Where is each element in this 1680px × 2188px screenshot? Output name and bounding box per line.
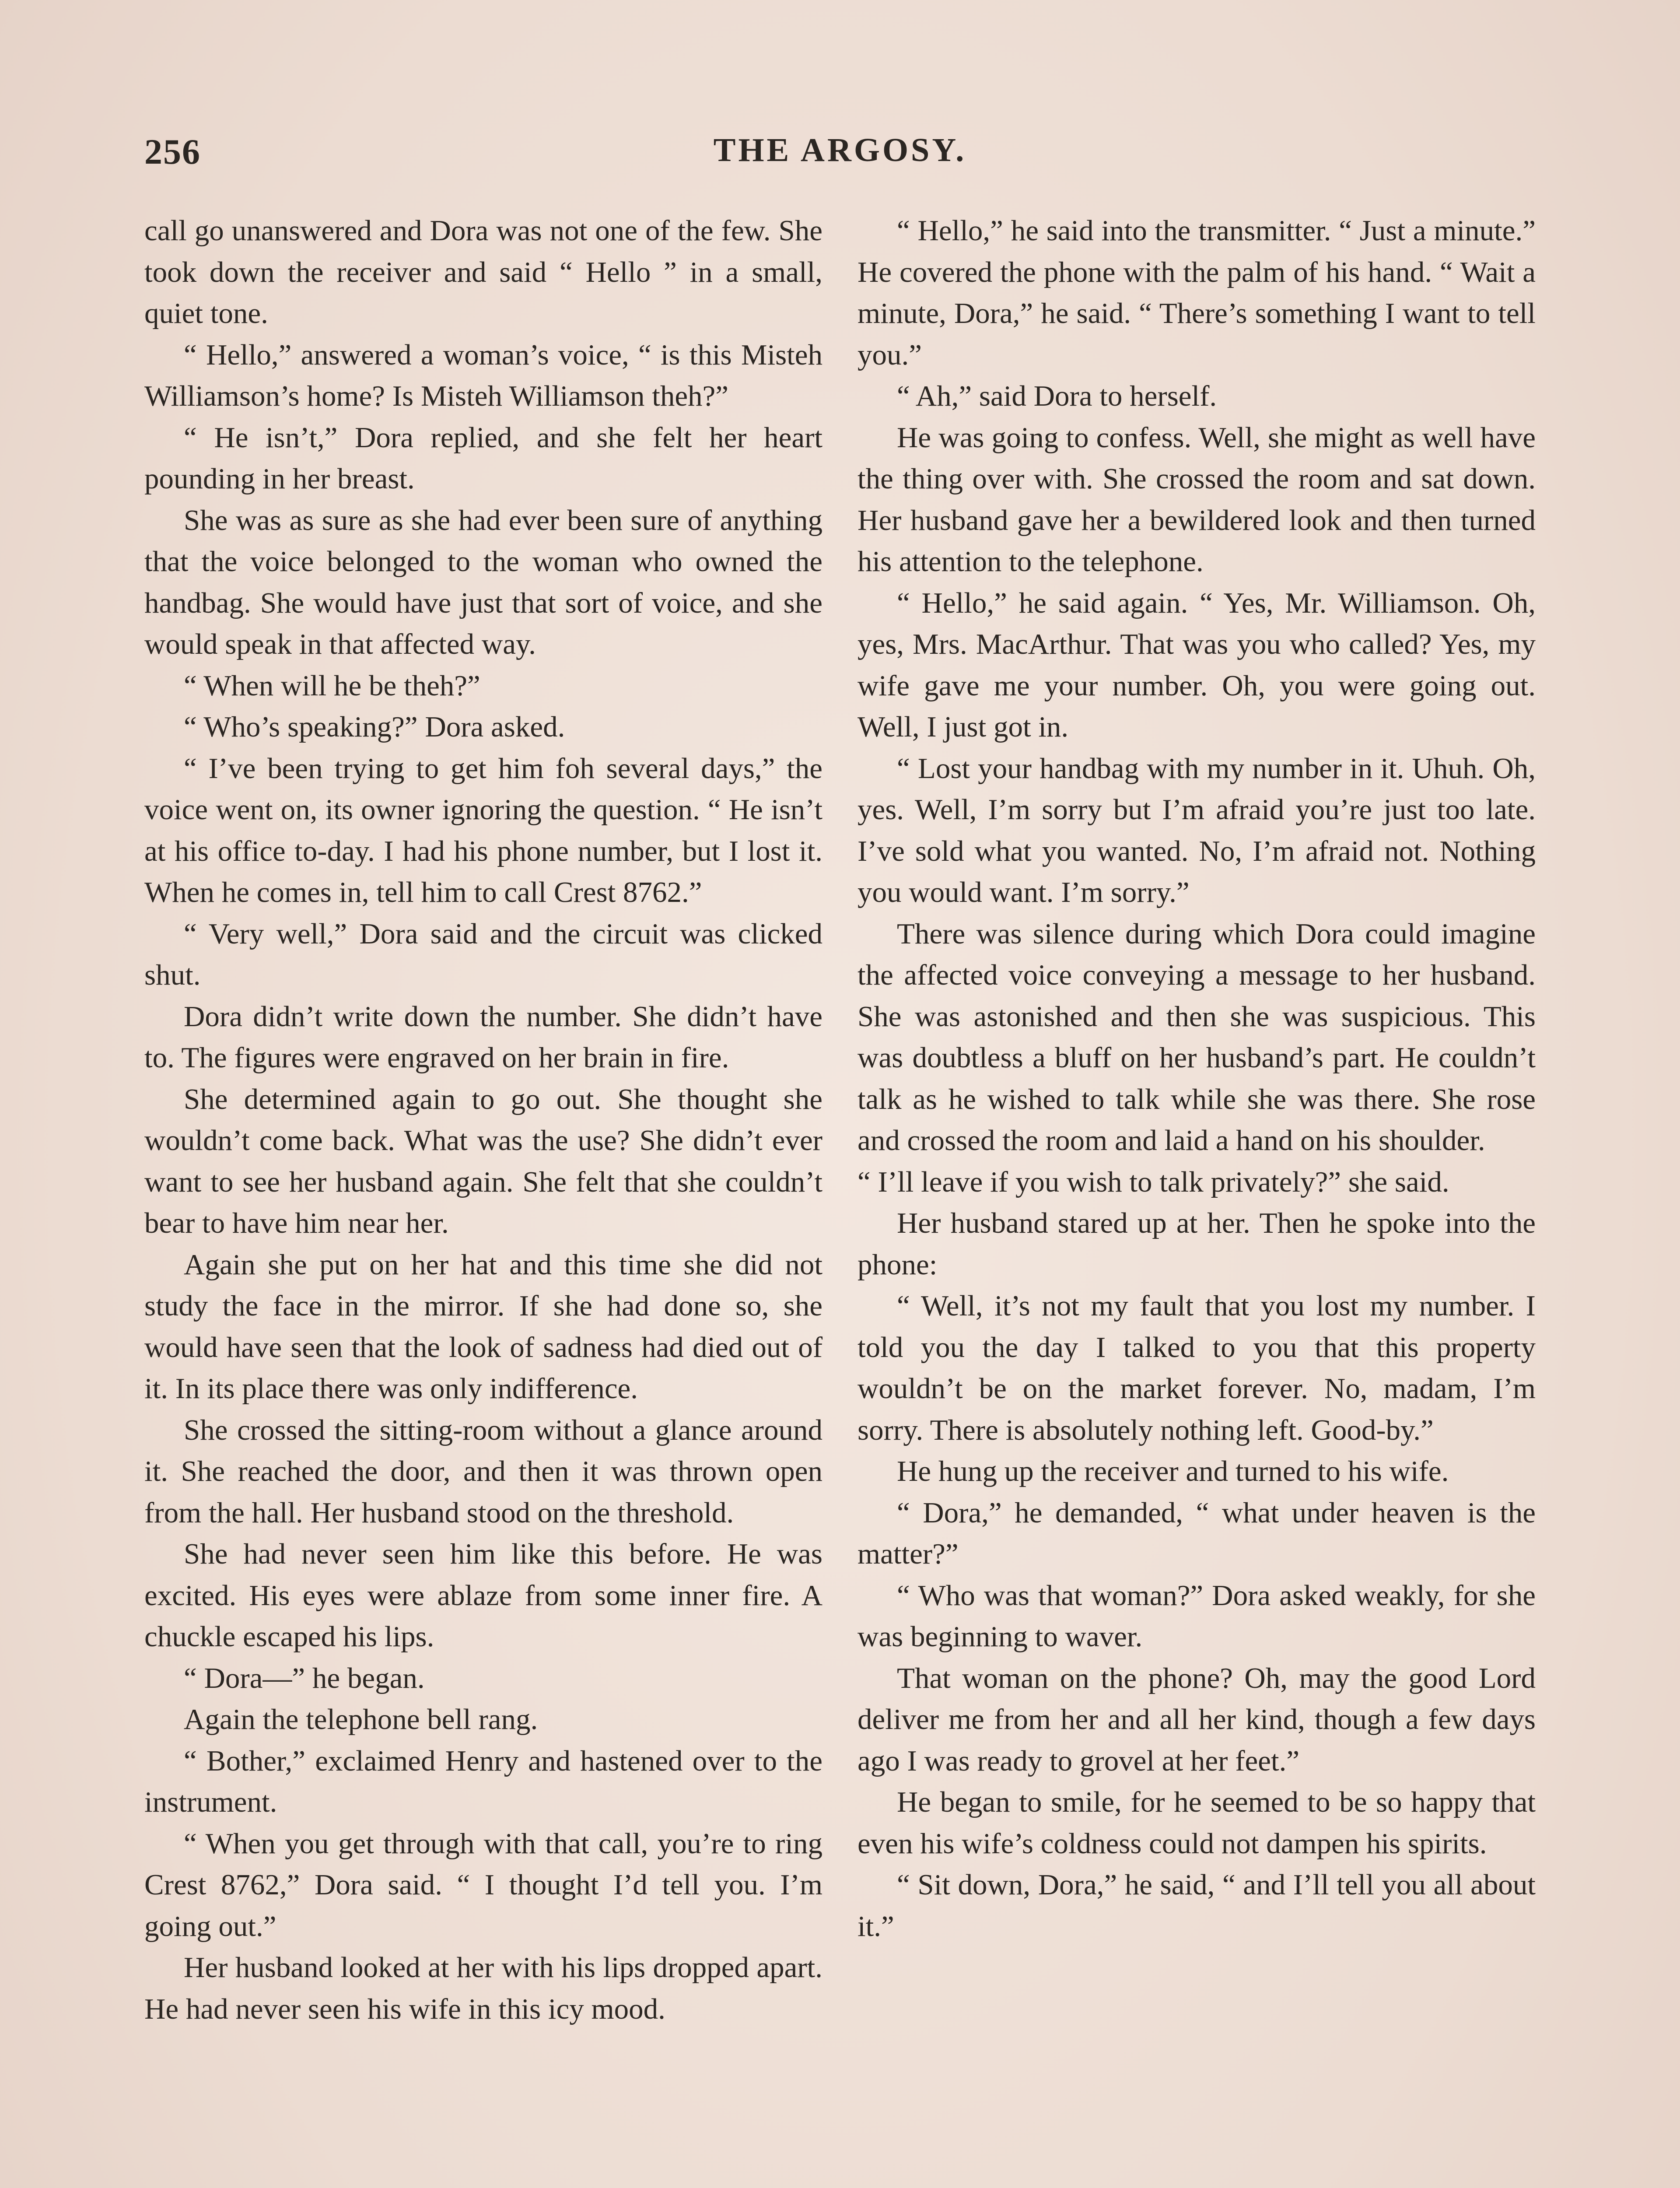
paragraph: “ Hello,” he said again. “ Yes, Mr. Williamson. Oh, yes, Mrs. MacArthur. That was you who called? Yes, my wife gave me your number. Oh, you were going out. Well, I just got in. bbox=[858, 586, 1536, 743]
paragraph: She crossed the sitting-room without a glance around it. She reached the door, and then it was thrown open from the hall. Her husband stood on the threshold. bbox=[144, 1413, 822, 1529]
paragraph: “ I’ll leave if you wish to talk privately?” she said. bbox=[858, 1165, 1449, 1198]
left-column bbox=[144, 210, 822, 2030]
paragraph: “ He isn’t,” Dora replied, and she felt her heart pounding in her breast. bbox=[144, 421, 822, 495]
paragraph: She was as sure as she had ever been sure of anything that the voice belonged to the woman who owned the handbag. She would have just that sort of voice, and she would speak in that affected way. bbox=[144, 504, 822, 660]
paragraph: There was silence during which Dora could imagine the affected voice conveying a message to her husband. She was astonished and then she was suspicious. This was doubtless a bluff on her husband’s part. He couldn’t talk as he wished to talk while she was there. She rose and crossed the room and laid a hand on his shoulder. bbox=[858, 917, 1536, 1157]
paragraph: “ Who’s speaking?” Dora asked. bbox=[184, 711, 565, 743]
paragraph: “ Well, it’s not my fault that you lost my number. I told you the day I talked to you that this property wouldn’t be on the market forever. No, madam, I’m sorry. There is absolutely nothing left. Good-by.” bbox=[858, 1290, 1536, 1446]
paragraph: He began to smile, for he seemed to be so happy that even his wife’s coldness could not dampen his spirits. bbox=[858, 1786, 1536, 1860]
paragraph: He was going to confess. Well, she might as well have the thing over with. She crossed the room and sat down. Her husband gave her a bewildered look and then turned his attention to the telephone. bbox=[858, 421, 1536, 578]
page-number: 256 bbox=[144, 132, 201, 172]
paragraph: She determined again to go out. She thought she wouldn’t come back. What was the use? She didn’t ever want to see her husband again. She felt that she couldn’t bear to have him near her. bbox=[144, 1083, 822, 1239]
paragraph: “ Lost your handbag with my number in it. Uhuh. Oh, yes. Well, I’m sorry but I’m afraid you’re just too late. I’ve sold what you wanted. No, I’m afraid not. Nothing you would want. I’m sorry.” bbox=[858, 752, 1536, 908]
paragraph: He hung up the receiver and turned to his wife. bbox=[897, 1455, 1449, 1487]
paragraph: Her husband stared up at her. Then he spoke into the phone: bbox=[858, 1207, 1536, 1281]
paragraph: Again the telephone bell rang. bbox=[184, 1703, 538, 1736]
paragraph: “ Ah,” said Dora to herself. bbox=[897, 380, 1217, 412]
paragraph: call go unanswered and Dora was not one of the few. She took down the receiver and said “ Hello ” in a small, quiet tone. bbox=[144, 214, 822, 330]
paragraph: “ Hello,” answered a woman’s voice, “ is this Misteh Williamson’s home? Is Misteh Williamson theh?” bbox=[144, 338, 822, 412]
paragraph: “ Hello,” he said into the transmitter. “ Just a minute.” He covered the phone with the palm of his hand. “ Wait a minute, Dora,” he said. “ There’s something I want to tell you.” bbox=[858, 214, 1536, 371]
page-header bbox=[144, 131, 1536, 188]
paragraph: Dora didn’t write down the number. She didn’t have to. The figures were engraved on her brain in fire. bbox=[144, 1000, 822, 1074]
paragraph: “ Dora—” he began. bbox=[184, 1662, 425, 1694]
paragraph: “ Dora,” he demanded, “ what under heaven is the matter?” bbox=[858, 1496, 1536, 1570]
paragraph: Again she put on her hat and this time she did not study the face in the mirror. If she had done so, she would have seen that the look of sadness had died out of it. In its place there was only indifference. bbox=[144, 1248, 822, 1405]
paragraph: “ Who was that woman?” Dora asked weakly, for she was beginning to waver. bbox=[858, 1579, 1536, 1653]
running-title: THE ARGOSY. bbox=[713, 132, 967, 168]
paragraph: “ When you get through with that call, you’re to ring Crest 8762,” Dora said. “ I thought I’d tell you. I’m going out.” bbox=[144, 1827, 822, 1943]
paragraph: “ Very well,” Dora said and the circuit was clicked shut. bbox=[144, 917, 822, 991]
paragraph: “ Sit down, Dora,” he said, “ and I’ll tell you all about it.” bbox=[858, 1869, 1536, 1943]
paragraph: That woman on the phone? Oh, may the good Lord deliver me from her and all her kind, though a few days ago I was ready to grovel at her feet.” bbox=[858, 1662, 1536, 1777]
paragraph: Her husband looked at her with his lips dropped apart. He had never seen his wife in this icy mood. bbox=[144, 1951, 822, 2025]
right-column bbox=[858, 210, 1536, 1947]
paragraph: “ When will he be theh?” bbox=[184, 669, 480, 702]
paragraph: “ Bother,” exclaimed Henry and hastened over to the instrument. bbox=[144, 1744, 822, 1818]
paragraph: She had never seen him like this before. He was excited. His eyes were ablaze from some inner fire. A chuckle escaped his lips. bbox=[144, 1538, 822, 1653]
paragraph: “ I’ve been trying to get him foh several days,” the voice went on, its owner ignoring the question. “ He isn’t at his office to-day. I had his phone number, but I lost it. When he comes in, tell him to call Crest 8762.” bbox=[144, 752, 822, 908]
